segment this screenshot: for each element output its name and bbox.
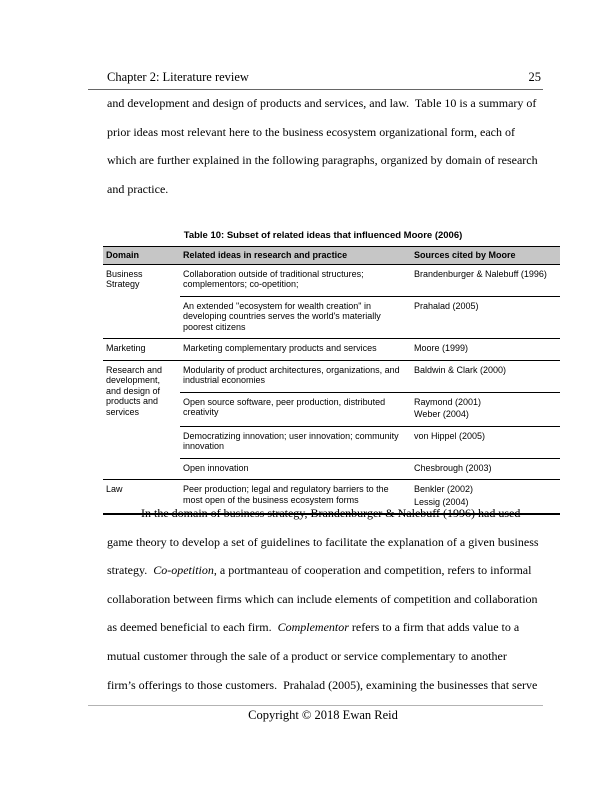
sources-cell: [411, 392, 560, 426]
source-citation: Brandenburger & Nalebuff (1996): [414, 268, 547, 279]
text-segment: , a portmanteau of cooperation and competition, refers to informal: [213, 563, 532, 578]
page-header: [107, 70, 541, 84]
idea-cell: An extended "ecosystem for wealth creation" in developing countries serves the world's materially poorest citizens: [180, 296, 411, 339]
text-segment: collaboration between firms which can include elements of competition and collaboration: [107, 591, 538, 606]
footer-rule: [88, 705, 543, 706]
source-citation: Chesbrough (2003): [414, 462, 492, 473]
table-header-row: [103, 247, 560, 265]
source-citation: Prahalad (2005): [414, 300, 479, 311]
source-citation: von Hippel (2005): [414, 430, 486, 441]
domain-cell: Law: [103, 480, 180, 515]
copyright-text: Copyright © 2018 Ewan Reid: [248, 708, 398, 722]
page-footer: [103, 708, 543, 722]
header-rule: [88, 89, 543, 90]
body-paragraph: [107, 506, 551, 706]
source-citation: Benkler (2002): [414, 484, 474, 494]
text-segment: firm’s offerings to those customers. Prahalad (2005), examining the businesses that serve: [107, 677, 538, 692]
column-header-domain: Domain: [103, 247, 180, 265]
domain-cell: Marketing: [103, 339, 180, 361]
literature-table: [103, 246, 560, 515]
running-head: Chapter 2: Literature review: [107, 70, 249, 84]
text-segment: strategy.: [107, 563, 154, 578]
text-line: [107, 535, 551, 564]
text-line: [107, 506, 551, 535]
italic-term: Complementor: [277, 620, 349, 635]
text-line: and practice.: [107, 181, 169, 196]
table-row: [103, 339, 560, 361]
page-number: 25: [528, 70, 541, 84]
table-body: [103, 264, 560, 514]
sources-cell: [411, 458, 560, 480]
sources-cell: [411, 360, 560, 392]
idea-cell: Open source software, peer production, distributed creativity: [180, 392, 411, 426]
text-line: prior ideas most relevant here to the business ecosystem organizational form, each of: [107, 124, 515, 139]
table-row: [103, 264, 560, 296]
idea-cell: Collaboration outside of traditional structures; complementors; co-opetition;: [180, 264, 411, 296]
column-header-sources: Sources cited by Moore: [411, 247, 560, 265]
text-segment: as deemed beneficial to each firm.: [107, 620, 278, 635]
text-line: which are further explained in the following paragraphs, organized by domain of research: [107, 153, 538, 168]
intro-paragraph: [107, 96, 551, 210]
text-line: and development and design of products and services, and law. Table 10 is a summary of: [107, 96, 537, 110]
sources-cell: [411, 426, 560, 458]
source-citation: Weber (2004): [414, 409, 469, 419]
text-segment: In the domain of business strategy, Brandenburger & Nalebuff (1996) had used: [141, 506, 521, 520]
column-header-ideas: Related ideas in research and practice: [180, 247, 411, 265]
text-segment: game theory to develop a set of guidelines to facilitate the explanation of a given business: [107, 534, 539, 549]
text-line: [107, 620, 551, 649]
sources-cell: [411, 264, 560, 296]
text-line: [107, 649, 551, 678]
source-citation: Moore (1999): [414, 343, 469, 353]
table-header: [103, 247, 560, 265]
text-line: [107, 563, 551, 592]
idea-cell: Democratizing innovation; user innovation; community innovation: [180, 426, 411, 458]
table-row: [103, 360, 560, 392]
idea-cell: Open innovation: [180, 458, 411, 480]
sources-cell: [411, 296, 560, 339]
text-line: [107, 678, 551, 707]
source-citation: Lessig (2004): [414, 496, 469, 507]
source-citation: Baldwin & Clark (2000): [414, 364, 507, 375]
text-segment: mutual customer through the sale of a product or service complementary to another: [107, 648, 507, 663]
idea-cell: Marketing complementary products and services: [180, 339, 411, 361]
domain-cell: Research and development, and design of products and services: [103, 360, 180, 480]
idea-cell: Modularity of product architectures, organizations, and industrial economies: [180, 360, 411, 392]
source-citation: Raymond (2001): [414, 396, 482, 407]
text-line: [107, 592, 551, 621]
idea-cell: Peer production; legal and regulatory barriers to the most open of the business ecosystem forms: [180, 480, 411, 515]
domain-cell: Business Strategy: [103, 264, 180, 339]
italic-term: Co-opetition: [153, 563, 214, 578]
text-segment: refers to a firm that adds value to a: [348, 620, 520, 635]
table-caption: Table 10: Subset of related ideas that influenced Moore (2006): [183, 230, 463, 241]
sources-cell: [411, 339, 560, 361]
